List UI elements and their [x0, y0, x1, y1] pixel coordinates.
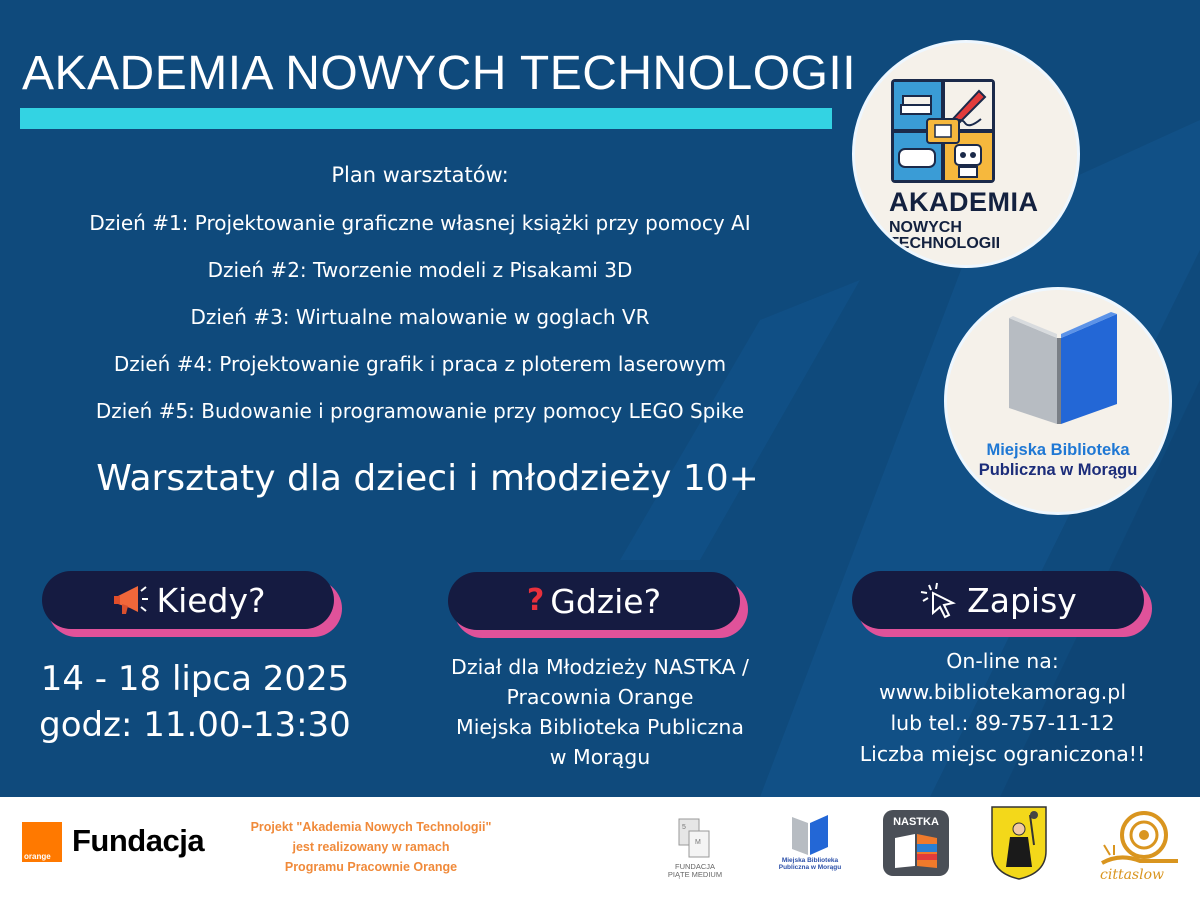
where-line-1: Dział dla Młodzieży NASTKA /: [451, 655, 749, 679]
nastka-book-icon: [893, 832, 939, 870]
project-funding-note: [236, 817, 506, 877]
when-dates: 14 - 18 lipca 2025: [40, 659, 350, 699]
plan-list: [0, 200, 840, 435]
when-hours: godz: 11.00-13:30: [39, 705, 351, 745]
title-underline-bar: [20, 108, 832, 129]
plan-item-day-1: Dzień #1: Projektowanie graficzne własnej książki przy pomocy AI: [89, 211, 751, 235]
library-logo: [944, 287, 1172, 515]
svg-text:5: 5: [682, 824, 686, 831]
signup-details: [815, 646, 1190, 770]
orange-logo-label: orange: [24, 852, 51, 861]
morag-coat-of-arms-icon: [990, 805, 1048, 881]
nastka-logo: [883, 810, 949, 876]
piate-medium-line-2: PIĄTE MEDIUM: [667, 870, 723, 879]
signup-phone: lub tel.: 89-757-11-12: [890, 711, 1115, 735]
project-note-line-3: Programu Pracownie Orange: [284, 860, 458, 874]
megaphone-icon: [110, 582, 150, 618]
sponsor-footer: [0, 797, 1200, 900]
project-note-line-2: jest realizowany w ramach: [292, 840, 450, 854]
where-line-4: w Morągu: [549, 745, 651, 769]
akademia-logo-line-1: AKADEMIA: [889, 187, 1039, 217]
library-small-line-1: Miejska Biblioteka: [781, 857, 839, 864]
signup-pill: [852, 571, 1144, 629]
signup-label: Zapisy: [967, 580, 1077, 620]
svg-text:M: M: [695, 839, 701, 846]
signup-limit-note: Liczba miejsc ograniczona!!: [859, 742, 1146, 766]
when-section: [42, 571, 342, 637]
library-logo-name: [947, 440, 1169, 480]
cittaslow-snail-icon: [1100, 805, 1182, 869]
piate-medium-label: [660, 863, 730, 879]
project-note-line-1: Projekt "Akademia Nowych Technologii": [250, 820, 492, 834]
where-label: Gdzie?: [550, 581, 662, 621]
signup-website[interactable]: www.bibliotekamorag.pl: [878, 680, 1127, 704]
signup-section: [852, 571, 1152, 637]
where-line-2: Pracownia Orange: [506, 685, 694, 709]
nastka-label: NASTKA: [893, 816, 939, 828]
where-details: [395, 652, 805, 772]
question-mark-icon: ?: [526, 583, 545, 618]
where-section: [448, 572, 748, 638]
library-logo-line-2: Publiczna w Morągu: [978, 461, 1138, 479]
akademia-logo-line-3: TECHNOLOGII: [889, 235, 1001, 252]
plan-item-day-4: Dzień #4: Projektowanie grafik i praca z ploterem laserowym: [113, 352, 727, 376]
akademia-tiles-icon: [891, 79, 995, 183]
page-title: AKADEMIA NOWYCH TECHNOLOGII: [22, 47, 857, 100]
plan-item-day-5: Dzień #5: Budowanie i programowanie przy pomocy LEGO Spike: [95, 399, 745, 423]
when-pill: [42, 571, 334, 629]
library-logo-line-1: Miejska Biblioteka: [986, 441, 1130, 459]
akademia-logo: [852, 40, 1080, 268]
plan-heading: Plan warsztatów:: [331, 163, 509, 187]
plan-item-day-2: Dzień #2: Tworzenie modeli z Pisakami 3D: [207, 258, 633, 282]
plan-item-day-3: Dzień #3: Wirtualne malowanie w goglach VR: [190, 305, 650, 329]
signup-line-1: On-line na:: [946, 649, 1059, 673]
when-details: [10, 656, 380, 748]
library-small-label: [775, 857, 845, 871]
when-label: Kiedy?: [156, 580, 266, 620]
piate-medium-line-1: FUNDACJA: [674, 862, 715, 871]
audience-heading: Warsztaty dla dzieci i młodzieży 10+: [96, 458, 759, 499]
fundacja-label: Fundacja: [72, 823, 205, 858]
open-book-icon: [999, 308, 1123, 428]
library-small-book-icon: [788, 815, 830, 855]
akademia-logo-line-2: NOWYCH: [889, 219, 962, 236]
piate-medium-logo-icon: [675, 817, 715, 861]
where-pill: [448, 572, 740, 630]
cursor-click-icon: [919, 581, 961, 619]
library-small-line-2: Publiczna w Morągu: [778, 864, 842, 871]
orange-logo: [22, 822, 62, 862]
akademia-logo-lines: [889, 220, 1000, 252]
cittaslow-label: cittaslow: [1100, 867, 1164, 883]
where-line-3: Miejska Biblioteka Publiczna: [456, 715, 744, 739]
